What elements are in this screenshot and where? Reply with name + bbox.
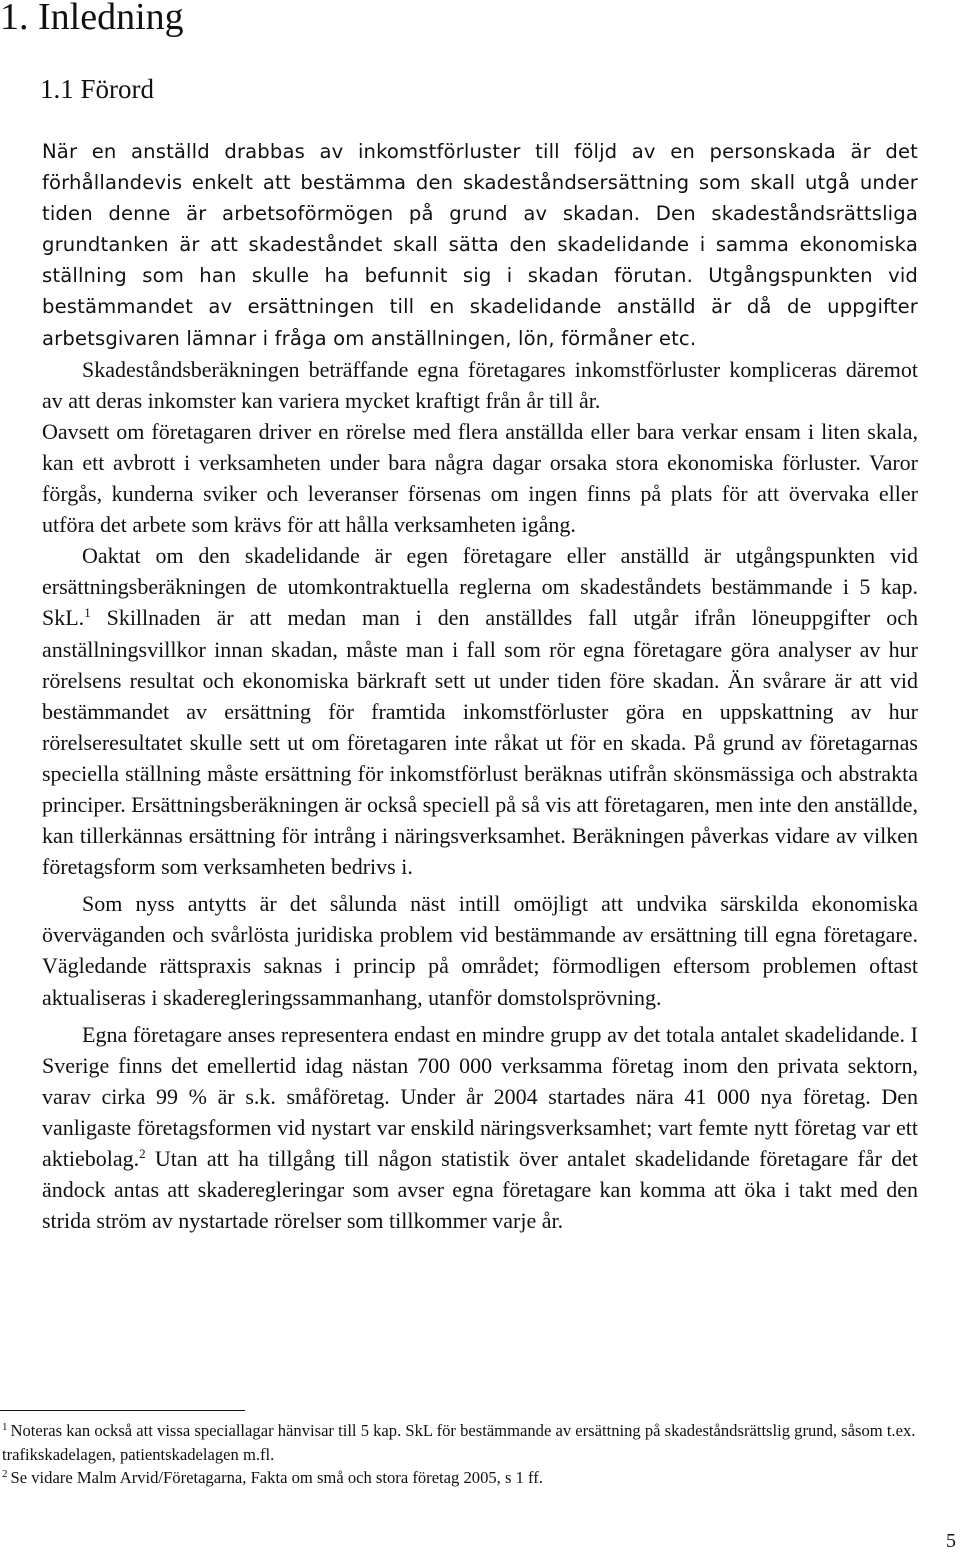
footnote-divider	[0, 1410, 245, 1411]
body-text	[42, 136, 918, 1236]
footnote-text: Se vidare Malm Arvid/Företagarna, Fakta om små och stora företag 2005, s 1 ff.	[10, 1468, 543, 1487]
paragraph-4-end: Utan att ha tillgång till någon statistik över antalet skadelidande företagare får det ändock antas att skaderegleringar som avser egna företagare kan komma att öka i takt med den strida ström av nystartade rörelser som tillkommer varje år.	[42, 1146, 918, 1234]
footnote-ref-1[interactable]: 1	[84, 605, 91, 621]
paragraph-4	[42, 1019, 918, 1237]
paragraph-2	[42, 540, 918, 882]
footnote-1	[2, 1419, 952, 1466]
section-title: 1.1 Förord	[40, 74, 154, 104]
paragraph-4-start: Egna företagare anses representera endast en mindre grupp av det totala antalet skadelidande. I Sverige finns det emellertid idag nästan 700 000 verksamma företag inom den privata sektorn, varav cirka 99 % är s.k. småföretag. Under år 2004 startades nära 41 000 nya företag. Den vanligaste företagsformen vid nystart var enskild näringsverksamhet; vart femte nytt företag var ett aktiebolag.	[42, 1021, 918, 1171]
paragraph-2-start: Oaktat om den skadelidande är egen företagare eller anställd är utgångspunkten vid ersättningsberäkningen de utomkontraktuella reglerna om skadeståndets bestämmande i 5 kap. SkL.	[42, 543, 918, 631]
paragraph-2-end: Skillnaden är att medan man i den anställdes fall utgår ifrån löneuppgifter och anställningsvillkor innan skadan, måste man i fall som rör egna företagare göra analyser av hur rörelsens resultat och ekonomiska bärkraft sett ut under tiden före skadan. Än svårare är att vid bestämmandet av ersättning för framtida inkomstförluster göra en uppskattning av hur rörelseresultatet skulle sett ut om företagaren inte råkat ut för en skada. På grund av företagarnas speciella ställning måste ersättning för inkomstförlust beräknas utifrån skönsmässiga och abstrakta principer. Ersättningsberäkningen är också speciell på så vis att företagaren, men inte den anställde, kan tillerkännas ersättning för intrång i näringsverksamhet. Beräkningen påverkas vidare av vilken företagsform som verksamheten bedrivs i.	[42, 605, 919, 880]
page-number: 5	[946, 1530, 956, 1552]
paragraph-1a: När en anställd drabbas av inkomstförluster till följd av en personskada är det förhållandevis enkelt att bestämma den skadeståndsersättning som skall utgå under tiden denne är arbetsoförmögen på grund av skadan. Den skadeståndsrättsliga grundtanken är att skadeståndet skall sätta den skadelidande i samma ekonomiska ställning som han skulle ha befunnit sig i skadan förutan. Utgångspunkten vid bestämmandet av ersättningen till en skadelidande anställd är då de uppgifter arbetsgivaren lämnar i fråga om anställningen, lön, förmåner etc.	[42, 140, 918, 350]
footnote-number: 1	[2, 1421, 8, 1433]
footnotes	[2, 1419, 952, 1490]
paragraph-3: Som nyss antytts är det sålunda näst intill omöjligt att undvika särskilda ekonomiska överväganden och svårlösta juridiska problem vid bestämmande av ersättning till egna företagare. Vägledande rättspraxis saknas i princip på området; förmodligen eftersom problemen oftast aktualiseras i skaderegleringssammanhang, utanför domstolsprövning.	[42, 891, 918, 1010]
chapter-title: 1. Inledning	[0, 0, 184, 38]
footnote-text: Noteras kan också att vissa speciallagar hänvisar till 5 kap. SkL för bestämmande av ersättning på skadeståndsrättslig grund, såsom t.ex. trafikskadelagen, patientskadelagen m.fl.	[2, 1421, 916, 1464]
footnote-ref-2[interactable]: 2	[139, 1146, 146, 1161]
paragraph-1b: Skadeståndsberäkningen beträffande egna företagares inkomstförluster kompliceras däremot av att deras inkomster kan variera mycket kraftigt från år till år.	[42, 356, 918, 413]
footnote-2	[2, 1466, 952, 1490]
footnote-number: 2	[2, 1468, 8, 1480]
paragraph-1c: Oavsett om företagaren driver en rörelse med flera anställda eller bara verkar ensam i liten skala, kan ett avbrott i verksamheten under bara några dagar orsaka stora ekonomiska förluster. Varor förgås, kunderna sviker och leveranser försenas om ingen finns på plats för att övervaka eller utföra det arbete som krävs för att hålla verksamheten igång.	[42, 418, 918, 538]
